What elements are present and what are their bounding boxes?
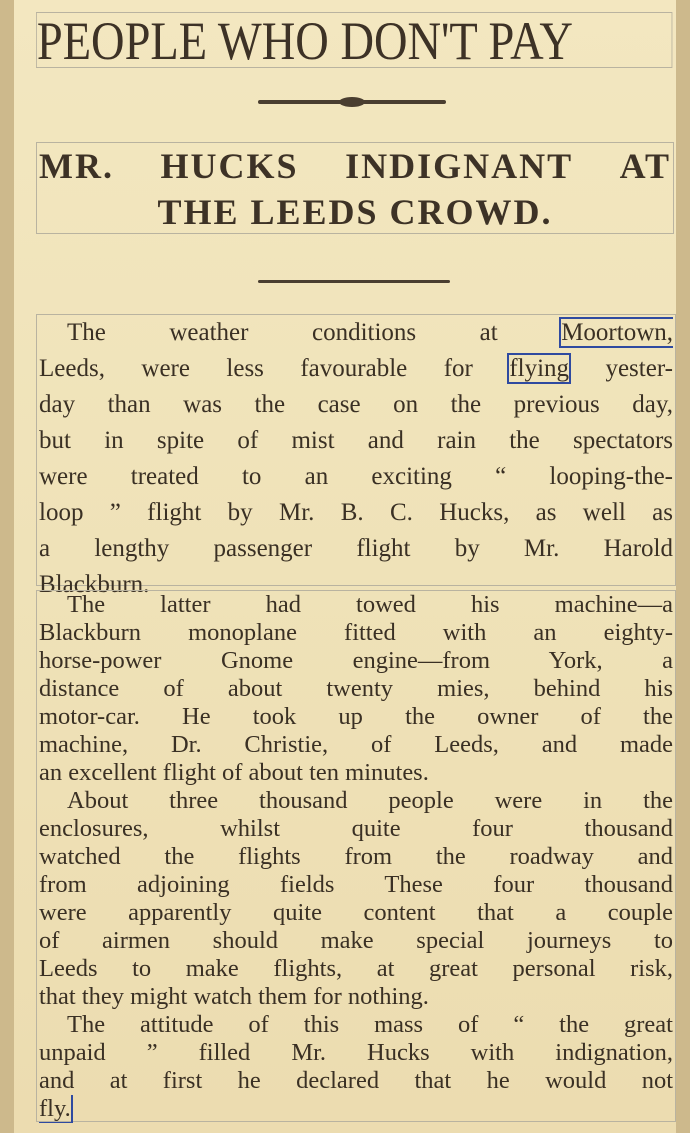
text-line: that they might watch them for nothing. [39,983,429,1010]
text-line: distance of about twenty mies, behind his [39,675,673,702]
highlighted-word-moortown[interactable]: Moortown, [561,319,673,346]
subhead-word: AT [619,146,671,186]
text-line: were apparently quite content that a couple [39,899,673,926]
subhead-word: HUCKS [160,146,299,186]
text-line: but in spite of mist and rain the spectators [39,427,673,454]
text-line: machine, Dr. Christie, of Leeds, and made [39,731,673,758]
text-line: were treated to an exciting “ looping-the- [39,463,673,490]
paragraph-1 [36,314,676,598]
text-line: Leeds to make flights, at great personal risk, [39,955,673,982]
text-line: Leeds, were less favourable for flying yester- [39,355,673,382]
text-line: enclosures, whilst quite four thousand [39,815,673,842]
text-line: Blackburn monoplane fitted with an eighty- [39,619,673,646]
text-line: The latter had towed his machine—a [67,591,673,618]
highlighted-word-fly[interactable]: fly. [39,1095,71,1122]
paragraph-2 [36,590,676,1122]
text-line: horse-power Gnome engine—from York, a [39,647,673,674]
text-line: About three thousand people were in the [67,787,673,814]
subhead-line-1 [37,143,673,189]
text-line: an excellent flight of about ten minutes. [39,759,429,786]
text-line: and at first he declared that he would not [39,1067,673,1094]
ornamental-rule-bottom [258,280,450,283]
text-line: The attitude of this mass of “ the great [67,1011,673,1038]
text-line: watched the flights from the roadway and [39,843,673,870]
text-line: day than was the case on the previous day, [39,391,673,418]
text-line [39,1095,673,1123]
text-line: from adjoining fields These four thousand [39,871,673,898]
rule-ornament [339,97,365,107]
headline: PEOPLE WHO DON'T PAY [36,12,672,68]
subhead-word: MR. [39,146,114,186]
text-line: Blackburn. [39,571,150,598]
text-line: motor-car. He took up the owner of the [39,703,673,730]
subhead-line-2: THE LEEDS CROWD. [157,192,553,232]
ornamental-rule-top [258,100,446,104]
highlighted-word-flying[interactable]: flying [509,355,570,382]
text-line: The weather conditions at Moortown, [67,319,673,346]
subheadline [36,142,674,234]
text-line: loop ” flight by Mr. B. C. Hucks, as well as [39,499,673,526]
text-line: a lengthy passenger flight by Mr. Harold [39,535,673,562]
subhead-word: INDIGNANT [345,146,574,186]
text-line: of airmen should make special journeys to [39,927,673,954]
text-line: unpaid ” filled Mr. Hucks with indignation, [39,1039,673,1066]
